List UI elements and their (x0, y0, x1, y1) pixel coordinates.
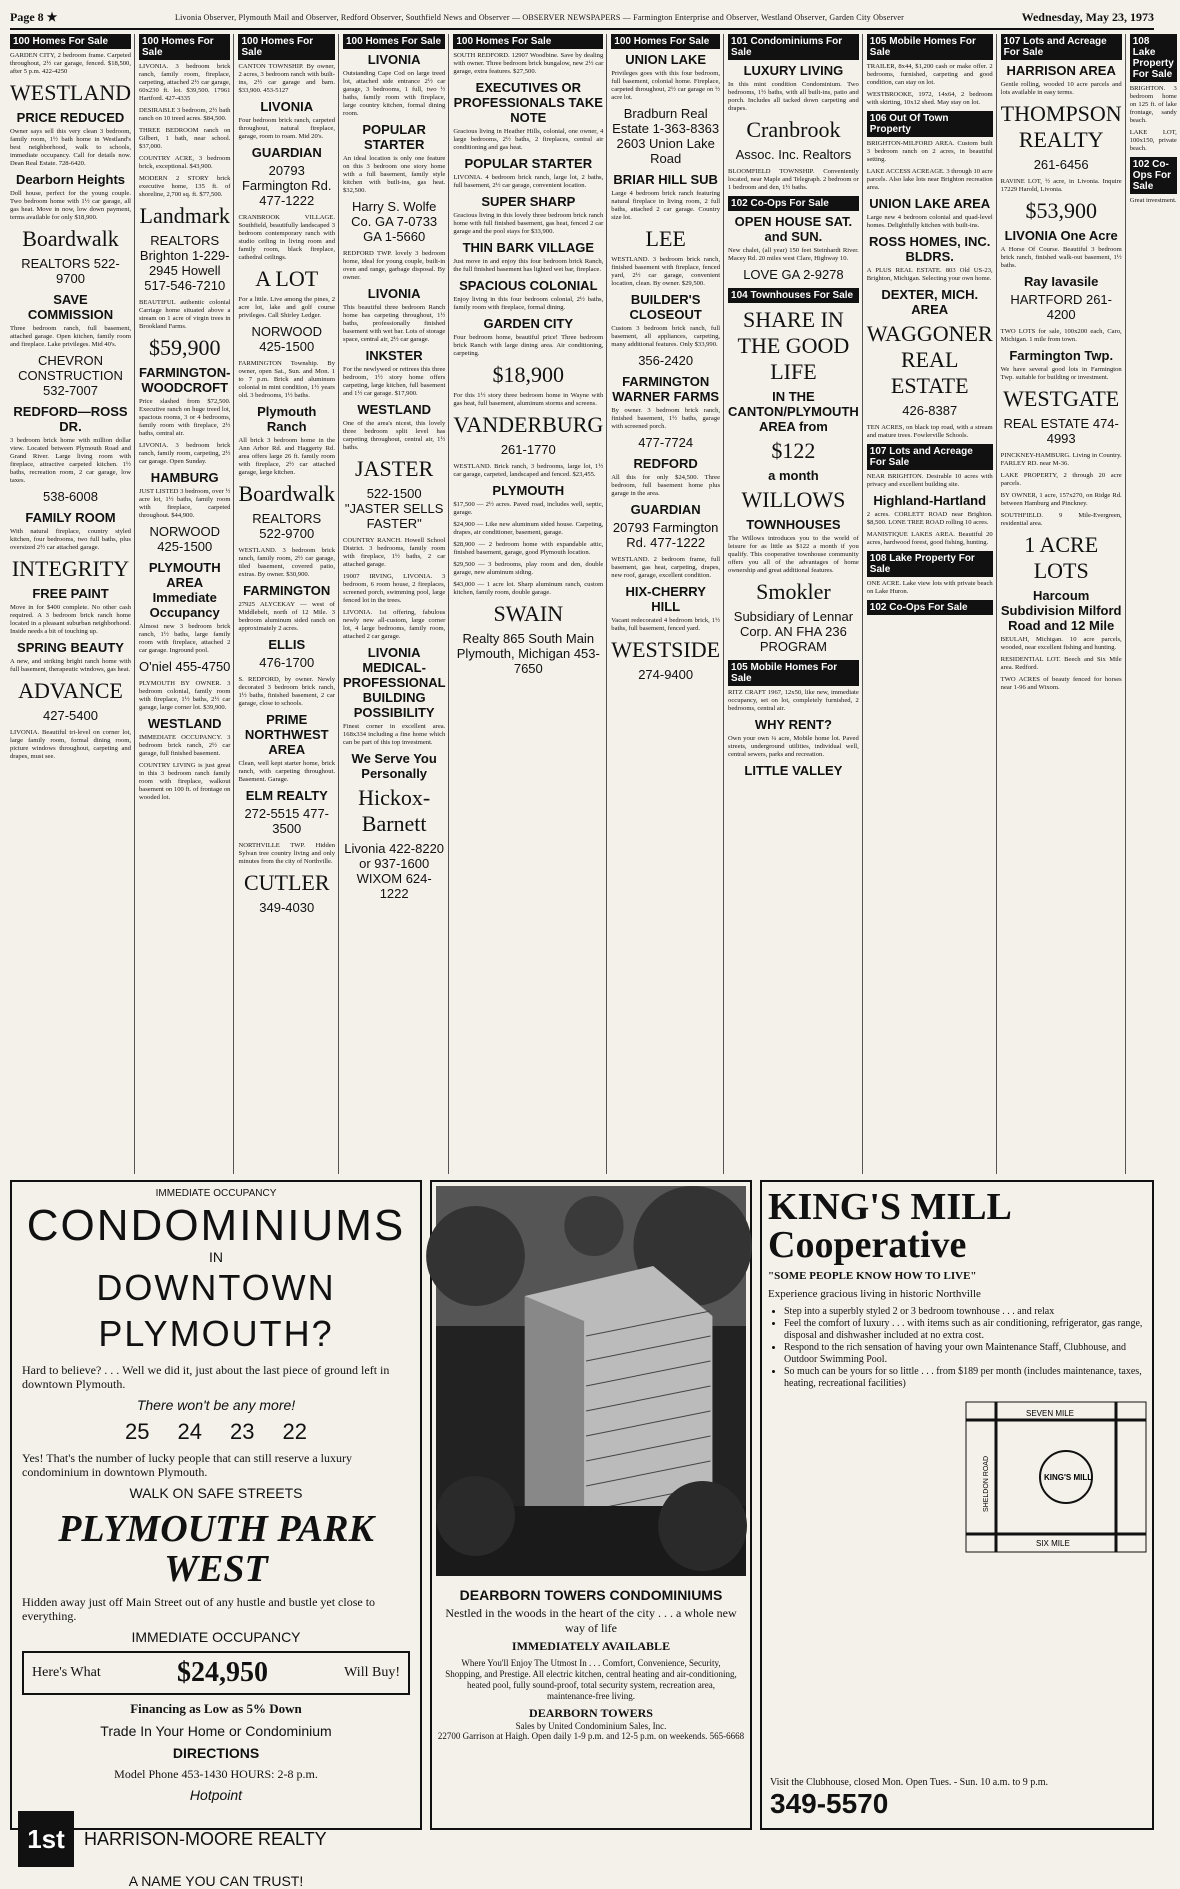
section-heading: 100 Homes For Sale (611, 34, 720, 49)
section-heading: 102 Co-Ops For Sale (728, 196, 859, 211)
map-label: SEVEN MILE (1026, 1409, 1075, 1418)
kings-mill-ad (760, 1180, 1154, 1830)
classified-ad: Four bedroom brick ranch, carpeted throughout, natural fireplace, garage, room to roam. Mid 20's. (238, 117, 335, 140)
advertiser-phone: Subsidiary of Lennar Corp. AN FHA 236 PROGRAM (733, 609, 854, 654)
advertiser-phone: 20793 Farmington Rd. 477-1222 (241, 163, 332, 208)
map-label: KING'S MILL (1044, 1473, 1093, 1482)
classified-ad: JUST LISTED 3 bedroom, over ½ acre lot, 1½ baths, family room with fireplace, carpeted throughout. $44,900. (138, 488, 231, 519)
classified-ad: FARMINGTON Township. By owner, open Sat., Sun. and Mon. 1 to 7 p.m. Brick and aluminum colonial in mint condition, 1½ years old. 3 bedrooms, 1½ baths. (238, 360, 335, 399)
ad-headline: EXECUTIVES OR PROFESSIONALS TAKE NOTE (453, 80, 603, 125)
advertiser-phone: Realty 865 South Main Plymouth, Michigan 453-7650 (456, 631, 600, 676)
price-value: $24,950 (176, 1657, 268, 1688)
section-heading: 104 Townhouses For Sale (728, 288, 859, 303)
advertiser-name: WAGGONER REAL ESTATE (866, 321, 993, 398)
classified-ad: With natural fireplace, country styled kitchen, four bedrooms, two full baths, plus oversized 2½ car attached garage. (10, 528, 131, 551)
ad-headline: LIVONIA (260, 99, 314, 114)
advertiser-phone: 261-1770 (500, 442, 556, 457)
advertiser-phone: Livonia 422-8220 or 937-1600 WIXOM 624-1222 (344, 841, 445, 901)
ad-headline: SUPER SHARP (481, 194, 576, 209)
kings-mill-subtitle: Experience gracious living in historic Northville (768, 1288, 981, 1300)
advertiser-name: INTEGRITY (11, 556, 130, 581)
advertiser-phone: 274-9400 (638, 667, 694, 682)
ad-headline: Highland-Hartland (873, 493, 987, 508)
advertiser-phone: HARTFORD 261-4200 (1010, 292, 1112, 322)
classified-ad: Three bedroom ranch, full basement, attached garage. Open kitchen, family room and fireplace. Lake privileges. Mid 40's. (10, 325, 131, 348)
realty-slogan: A NAME YOU CAN TRUST! (128, 1873, 304, 1889)
plymouth-park-west-title: PLYMOUTH PARK WEST (58, 1508, 374, 1590)
classified-ad: Privileges goes with this four bedroom, full basement, colonial home. Fireplace, carpeted throughout, 2½ car garage on ½ acre lot. (611, 70, 721, 101)
classified-ad: BLOOMFIELD TOWNSHIP. Conveniently located, near Maple and Telegraph. 2 bedroom or 1 bedroom and den, 1½ baths. (728, 168, 859, 191)
section-heading: 100 Homes For Sale (10, 34, 131, 49)
classified-ad: RESIDENTIAL LOT. Beech and Six Mile area. Redford. (1000, 656, 1122, 671)
advertiser-name: CUTLER (243, 870, 330, 895)
price-box (22, 1651, 410, 1695)
ad-headline: WESTLAND (357, 402, 431, 417)
condo-downtown: DOWNTOWN PLYMOUTH? (96, 1267, 336, 1354)
kings-mill-features (768, 1306, 1146, 1390)
ad-headline: SAVE COMMISSION (27, 292, 114, 322)
classified-column (1130, 34, 1180, 1174)
advertiser-phone: O'niel 455-4750 (139, 659, 231, 674)
classified-ad: PINCKNEY-HAMBURG. Living in Country. FARLEY RD. near M-36. (1000, 452, 1122, 467)
classified-column (728, 34, 863, 1174)
classified-ad: ONE ACRE. Lake view lots with private beach on Lake Huron. (866, 580, 993, 595)
feature-item: • So much can be yours for so little . . . from $189 per month (includes maintenance, taxes, heating, recreational facilities) (784, 1366, 1146, 1390)
classified-column (10, 34, 135, 1174)
classified-ad: PLYMOUTH BY OWNER. 3 bedroom colonial, family room with fireplace, 1½ baths, 2½ car garage, large corner lot. $39,900. (138, 680, 231, 711)
advertiser-name: Smokler (756, 579, 831, 604)
section-heading: 106 Out Of Town Property (867, 111, 993, 137)
price-tail: Will Buy! (344, 1665, 400, 1680)
classified-ad: Just move in and enjoy this four bedroom brick Ranch, the full finished basement has lighted wet bar, fireplace. (453, 258, 604, 273)
classified-ad: MANISTIQUE LAKES AREA. Beautiful 20 acres, hardwood forest, good fishing, hunting. (866, 531, 993, 546)
classified-ad: By owner. 3 bedroom brick ranch, finished basement, 1½ baths, garage with screened porch. (611, 407, 721, 430)
classified-ad: LIVONIA. Beautiful tri-level on corner lot, large family room, formal dining room, picture windows throughout, carpeting and drapes, must see. (10, 729, 131, 760)
advertiser-name: WESTGATE (1003, 386, 1120, 411)
advertiser-phone: NORWOOD 425-1500 (251, 324, 322, 354)
ad-headline: FREE PAINT (32, 586, 109, 601)
ad-headline: ELLIS (268, 637, 306, 652)
dearborn-towers-ad (430, 1180, 752, 1830)
ad-headline: PLYMOUTH AREA Immediate Occupancy (148, 560, 221, 620)
classified-ad: Owner says sell this very clean 3 bedroom, family room, 1½ bath home in Westland's best neighborhood, walk to schools, immediate occupancy. Call for details now. Dean Real Estate. 728-6420. (10, 128, 131, 167)
ad-headline: POPULAR STARTER (362, 122, 426, 152)
financing: Financing as Low as 5% Down (130, 1701, 302, 1716)
ad-headline: LIVONIA MEDICAL-PROFESSIONAL BUILDING POSSIBILITY (343, 645, 446, 720)
ad-headline: HARRISON AREA (1006, 63, 1116, 78)
advertiser-phone: 356-2420 (638, 353, 694, 368)
ad-headline: WHY RENT? (754, 717, 832, 732)
trade-in: Trade In Your Home or Condominium (100, 1723, 332, 1739)
condo-body: Hard to believe? . . . Well we did it, just about the last piece of ground left in downtown Plymouth. (22, 1363, 390, 1391)
classified-ad: New chalet, (all year) 150 feet Steinhardt River. Macey Rd. 20 miles west Clare, Highway 10. (728, 247, 859, 262)
section-heading: 100 Homes For Sale (139, 34, 230, 60)
ad-headline: ELM REALTY (245, 788, 328, 803)
classified-ad: Own your own ¼ acre, Mobile home lot. Paved streets, underground utilities, individual well, central sewers, parks and recreation. (728, 735, 859, 758)
classified-ad: Move in for $400 complete. No other cash required. A 3 bedroom brick ranch home located in a pleasant suburban neighborhood. Inside needs a bit of touching up. (10, 604, 131, 635)
advertiser-name: SHARE IN THE GOOD LIFE (737, 307, 850, 384)
classified-ad: SOUTH REDFORD. 12907 Woodbine. Save by dealing with owner. Three bedroom brick bungalow, new 2½ car garage, extra features. $27,500. (453, 52, 604, 75)
condo-body-2: Yes! That's the number of lucky people that can still reserve a luxury condominium in downtown Plymouth. (22, 1451, 352, 1479)
classified-ad: CRANBROOK VILLAGE. Southfield, beautifully landscaped 3 bedroom contemporary ranch with studio ceiling in living room and family room, black fireplace, cathedral ceilings. (238, 214, 335, 261)
ad-headline: REDFORD—ROSS DR. (13, 404, 128, 434)
ad-headline: THIN BARK VILLAGE (462, 240, 595, 255)
page-number: Page 8 ★ (10, 9, 58, 24)
ad-headline: INKSTER (365, 348, 423, 363)
masthead (10, 6, 1154, 30)
classified-ad: DESIRABLE 3 bedroom, 2½ bath ranch on 10 treed acres. $84,500. (138, 107, 231, 122)
section-heading: 102 Co-Ops For Sale (1130, 157, 1177, 194)
classified-ad: WESTLAND. 3 bedroom brick ranch, family room, 2½ car garage, tiled basement, covered patio, extras. By owner. $30,900. (238, 547, 335, 578)
ad-headline: LUXURY LIVING (743, 63, 844, 78)
section-heading: 101 Condominiums For Sale (728, 34, 859, 60)
classified-ad: An ideal location is only one feature on this 3 bedroom one story home with a full basement, family style kitchen with built-ins, gas heat. $32,500. (343, 155, 446, 194)
classified-ad: S. REDFORD, by owner. Newly decorated 3 bedroom brick ranch, 1½ baths, finished basement, 2 car garage, close to schools. (238, 676, 335, 707)
classified-ad: LIVONIA. 3 bedroom brick ranch, family room, carpeting, 2½ car garage. Open Sunday. (138, 442, 231, 465)
classified-ad: WESTLAND. 2 bedroom frame, full basement, gas heat, carpeting, drapes, new roof, garage, excellent condition. (611, 556, 721, 579)
advertiser-phone: 476-1700 (259, 655, 315, 670)
classified-ad: REDFORD TWP. lovely 3 bedroom home, ideal for young couple, built-in oven and range, garbage disposal. By owner. (343, 250, 446, 281)
classified-ad: 27925 ALYCEKAY — west of Middlebelt, north of 12 Mile. 3 bedroom aluminum sided ranch on approximately 2 acres. (238, 601, 335, 632)
classified-ad: For this 1½ story three bedroom home in Wayne with gas heat, full basement, aluminum storms and screens. (453, 392, 604, 407)
classified-ad: 2 acres. CORLETT ROAD near Brighton. $8,500. LONE TREE ROAD rolling 10 acres. (866, 511, 993, 526)
advertiser-phone: REALTORS 522-9700 (21, 256, 120, 286)
classified-ad: A PLUS REAL ESTATE. 803 Old US-23, Brighton, Michigan. Selecting your own home. (866, 267, 993, 282)
ad-headline: Harcoum Subdivision Milford Road and 12 Mile (1000, 588, 1122, 633)
classified-ad: COUNTRY LIVING is just great in this 3 bedroom ranch family room with fireplace, walkout basement on 100 ft. of frontage on wooded lot. (138, 762, 231, 801)
ad-headline: LIVONIA (367, 286, 421, 301)
advertiser-name: Landmark (139, 203, 230, 228)
dearborn-features: Where You'll Enjoy The Utmost In . . . Comfort, Convenience, Security, Shopping, and Prestige. All electric kitchen, central heating and air-conditioning, heated pool, fully sound-proof, total security system, recreation area, maintenance-free living. (445, 1658, 737, 1701)
advertiser-name: WILLOWS (741, 487, 846, 512)
ad-headline: Dearborn Heights (15, 172, 126, 187)
advertiser-phone: Harry S. Wolfe Co. GA 7-0733 GA 1-5660 (351, 199, 438, 244)
classified-ad: RAVINE LOT, ½ acre, in Livonia. Inquire 17229 Harold, Livonia. (1000, 178, 1122, 193)
ad-headline: POPULAR STARTER (464, 156, 593, 171)
advertiser-phone: LOVE GA 2-9278 (743, 267, 844, 282)
condo-walk: WALK ON SAFE STREETS (129, 1485, 303, 1501)
first-united-logo: 1st (18, 1811, 74, 1867)
advertiser-phone: 272-5515 477-3500 (244, 806, 330, 836)
ad-headline: UNION LAKE AREA (869, 196, 991, 211)
advertiser-phone: 427-5400 (43, 708, 98, 723)
ad-headline: GUARDIAN (630, 502, 701, 517)
classified-ad: Large 4 bedroom brick ranch featuring natural fireplace in living room, 2 full baths, attached 2 car garage. Country size lot. (611, 190, 721, 221)
classified-ad: Gentle rolling, wooded 10 acre parcels and lots available in easy terms. (1000, 81, 1122, 96)
ad-headline: UNION LAKE (625, 52, 707, 67)
classified-column (867, 34, 997, 1174)
classified-ad: All brick 3 bedroom home in the Ann Arbor Rd. and Haggerty Rd. area offers large 26 ft. family room with fireplace, 2½ car attached garage, large kitchen. (238, 437, 335, 476)
dearborn-contact: 22700 Garrison at Haigh. Open daily 1-9 p.m. and 12-5 p.m. on weekends. 565-6668 (437, 1731, 745, 1741)
advertiser-name: A LOT (255, 266, 319, 291)
kings-mill-phone: 349-5570 (770, 1788, 889, 1819)
feature-item: • Respond to the rich sensation of having your own Maintenance Staff, Clubhouse, and Outdoor Swimming Pool. (784, 1342, 1146, 1366)
classified-ad: LIVONIA. 1st offering, fabulous newly new all-custom, large corner lot, 4 large bedrooms, family room, attached 2 car garage. (343, 609, 446, 640)
advertiser-phone: CHEVRON CONSTRUCTION 532-7007 (18, 353, 123, 398)
countdown-number: 23 (230, 1419, 255, 1444)
classified-ad: COUNTRY RANCH. Howell School District. 3 bedrooms, family room with fireplace, 1½ baths, 2 car attached garage. (343, 537, 446, 568)
classified-ad: NORTHVILLE TWP. Hidden Sylvan tree country living and only minutes from the city of Northville. (238, 842, 335, 865)
condo-wont: There won't be any more! (136, 1397, 296, 1413)
countdown-number: 25 (125, 1419, 150, 1444)
ad-headline: IN THE CANTON/PLYMOUTH AREA from (728, 389, 859, 434)
ad-headline: DEXTER, MICH. AREA (881, 287, 979, 317)
classified-ad: All this for only $24,500. Three bedroom, full basement home plus garage in the area. (611, 474, 721, 497)
ad-headline: Ray Iavasile (1023, 274, 1099, 289)
kings-mill-slogan: "SOME PEOPLE KNOW HOW TO LIVE" (768, 1270, 977, 1282)
classified-ad: WESTLAND. 3 bedroom brick ranch, finished basement with fireplace, fenced yard, 2½ car garage, convenient location, clean. By owner. $29,500. (611, 256, 721, 287)
advertiser-phone: 20793 Farmington Rd. 477-1222 (612, 520, 719, 550)
feature-item: • Feel the comfort of luxury . . . with items such as air conditioning, refrigerator, gas range, disposal and dishwasher included at no extra cost. (784, 1318, 1146, 1342)
section-heading: 100 Homes For Sale (453, 34, 603, 49)
classified-ad: Clean, well kept starter home, brick ranch, with carpeting throughout. Basement. Garage. (238, 760, 335, 783)
advertiser-name: Hickox-Barnett (358, 785, 431, 836)
classified-column (343, 34, 449, 1174)
classified-column (238, 34, 339, 1174)
ad-headline: FARMINGTON WARNER FARMS (612, 374, 720, 404)
classified-ad: A new, and striking bright ranch home with full basement, therapeutic windows, gas heat. (10, 658, 131, 673)
ad-headline: LIVONIA (367, 52, 421, 67)
classified-ad: Doll house, perfect for the young couple. Two bedroom home with 1½ car garage, all gas heat. Move in now, low down payment, terms available for only $18,900. (10, 190, 131, 221)
classified-ad: Custom 3 bedroom brick ranch, full basement, all appliances, carpeting, many additional features. Only $33,990. (611, 325, 721, 348)
ad-headline: LIVONIA One Acre (1004, 228, 1118, 243)
classified-ad: COUNTRY ACRE, 3 bedroom brick, exceptional. $43,900. (138, 155, 231, 170)
section-heading: 105 Mobile Homes For Sale (728, 660, 859, 686)
advertiser-name: THOMPSON REALTY (1000, 101, 1122, 152)
section-heading: 102 Co-Ops For Sale (867, 600, 993, 615)
advertiser-phone: 522-1500 "JASTER SELLS FASTER" (344, 486, 444, 531)
advertiser-name: LEE (645, 226, 686, 251)
classified-ad: TWO ACRES of beauty fenced for horses near 1-96 and Wixom. (1000, 676, 1122, 691)
advertiser-phone: Bradburn Real Estate 1-363-8363 2603 Union Lake Road (612, 106, 720, 166)
classified-ad: BY OWNER, 1 acre, 157x270, on Ridge Rd. between Hamburg and Pinckney. (1000, 492, 1122, 507)
condo-title: CONDOMINIUMS (26, 1201, 406, 1250)
classified-ad: TEN ACRES, on black top road, with a stream and mature trees. Fowlerville Schools. (866, 424, 993, 439)
dearborn-sales: Sales by United Condominium Sales, Inc. (515, 1721, 667, 1731)
ad-headline: HIX-CHERRY HILL (625, 584, 706, 614)
dearborn-tagline: Nestled in the woods in the heart of the city . . . a whole new way of life (445, 1606, 737, 1635)
classified-ad: Enjoy living in this four bedroom colonial, 2½ baths, family room with fireplace, formal dining. (453, 296, 604, 311)
section-heading: 107 Lots and Acreage For Sale (1001, 34, 1122, 60)
map-label: SIX MILE (1036, 1539, 1070, 1548)
advertiser-phone: NORWOOD 425-1500 (149, 524, 220, 554)
advertiser-phone: REAL ESTATE 474-4993 (1003, 416, 1119, 446)
condo-kicker: IMMEDIATE OCCUPANCY (155, 1188, 277, 1199)
ad-headline: HAMBURG (150, 470, 219, 485)
ad-headline: We Serve You Personally (351, 751, 437, 781)
classified-ad: LAKE ACCESS ACREAGE. 3 through 10 acre parcels. Also lake lots near Brighton recreation area. (866, 168, 993, 191)
classified-ad: LIVONIA. 3 bedroom brick ranch, family room, fireplace, carpeting, attached 2½ car garage, 60x230 ft. lot. $39,500. 17961 Hartford. 427-4335 (138, 63, 231, 102)
advertiser-name: Boardwalk (238, 481, 335, 506)
model-phone: Model Phone 453-1430 HOURS: 2-8 p.m. (114, 1767, 318, 1781)
advertiser-name: VANDERBURG (453, 412, 604, 437)
classified-ad: BEULAH, Michigan. 10 acre parcels, wooded, near excellent fishing and hunting. (1000, 636, 1122, 651)
classified-ad: NEAR BRIGHTON. Desirable 10 acres with privacy and excellent building site. (866, 473, 993, 488)
classified-ad: TRAILER, 8x44, $1,200 cash or make offer. 2 bedrooms, furnished, carpeting and good condition, can stay on lot. (866, 63, 993, 86)
kings-mill-footer (770, 1777, 1048, 1820)
classified-ad: Large new 4 bedroom colonial and quad-level homes. Delightfully kitchen with built-ins. (866, 214, 993, 229)
ad-headline: FARMINGTON-WOODCROFT (138, 365, 231, 395)
advertiser-name: Cranbrook (746, 117, 841, 142)
advertiser-phone: 261-6456 (1033, 157, 1089, 172)
realty-block (18, 1811, 414, 1867)
classified-ad: $29,500 — 3 bedrooms, play room and den, double garage, new aluminum siding. (453, 561, 604, 576)
ad-headline: Farmington Twp. (1009, 348, 1114, 363)
advertiser-name: $59,900 (148, 335, 221, 360)
classified-ad: BEAUTIFUL authentic colonial Carriage home situated above a stream on 1 acre of virgin trees in Brookland Farms. (138, 299, 231, 330)
advertiser-phone: Assoc. Inc. Realtors (735, 147, 852, 162)
countdown (18, 1419, 414, 1445)
ad-headline: BUILDER'S CLOSEOUT (629, 292, 702, 322)
classified-ad: 19007 IRVING, LIVONIA. 3 bedroom, 6 room house, 2 fireplaces, screened porch, swimming pool, large fenced lot in the trees. (343, 573, 446, 604)
section-heading: 108 Lake Property For Sale (867, 551, 993, 577)
classified-ad: LIVONIA. 4 bedroom brick ranch, large lot, 2 baths, full basement, 2½ car garage, convenient location. (453, 174, 604, 189)
location-map (966, 1402, 1146, 1552)
dearborn-brand: DEARBORN TOWERS (529, 1706, 653, 1720)
section-heading: 100 Homes For Sale (343, 34, 445, 49)
ad-headline: SPACIOUS COLONIAL (459, 278, 598, 293)
countdown-number: 22 (282, 1419, 307, 1444)
advertiser-name: $122 (771, 438, 816, 463)
advertiser-phone: REALTORS 522-9700 (252, 511, 322, 541)
classified-ad: One of the area's nicest, this lovely three bedroom split level has carpeting throughout, central air, 1½ baths. (343, 420, 446, 451)
classified-ad: Gracious living in Heather Hills, colonial, one owner, 4 large bedrooms, 2½ baths, 2 fireplaces, central air conditioning and gas heat. (453, 128, 604, 151)
classified-ad: $28,900 — 2 bedroom home with expandable attic, finished basement, garage, good Plymouth location. (453, 541, 604, 556)
issue-date: Wednesday, May 23, 1973 (1021, 9, 1154, 24)
advertiser-name: $53,900 (1025, 198, 1097, 223)
condo-immediate: IMMEDIATE OCCUPANCY (131, 1629, 301, 1645)
classified-ad: IMMEDIATE OCCUPANCY. 3 bedroom brick ranch, 2½ car garage, full finished basement. (138, 734, 231, 757)
classified-columns (10, 34, 1177, 1174)
classified-ad: A Horse Of Course. Beautiful 3 bedroom brick ranch, finished walk-out basement, 1½ baths. (1000, 246, 1122, 269)
ad-headline: OPEN HOUSE SAT. and SUN. (734, 214, 853, 244)
classified-ad: WESTLAND. Brick ranch, 3 bedrooms, large lot, 1½ car garage, carpeted, landscaped and fenced. $23,455. (453, 463, 604, 478)
classified-ad: BRIGHTON. 3 bedroom home on 125 ft. of lake frontage, sandy beach. (1129, 85, 1177, 124)
classified-ad: SOUTHFIELD. 9 Mile-Evergreen, residential area. (1000, 512, 1122, 527)
classified-ad: CANTON TOWNSHIP. By owner, 2 acres, 3 bedroom ranch with built-ins, 2½ car garage and barn. $33,900. 453-5127 (238, 63, 335, 94)
classified-ad: $17,500 — 2½ acres. Paved road, includes well, septic, garage. (453, 501, 604, 516)
classified-ad: Four bedroom home, beautiful price! Three bedroom brick Ranch with large dining area. Air conditioning, carpeting. (453, 334, 604, 357)
classified-ad: BRIGHTON-MILFORD AREA. Custom built 3 bedroom ranch on 2 acres, in beautiful setting. (866, 140, 993, 163)
classified-ad: WESTBROOKE, 1972, 14x64, 2 bedroom with skirting, 10x12 shed. May stay on lot. (866, 91, 993, 106)
ad-headline: Plymouth Ranch (257, 404, 317, 434)
dearborn-title: DEARBORN TOWERS CONDOMINIUMS (459, 1587, 723, 1603)
classified-ad: Great investment. (1129, 197, 1177, 204)
kings-mill-title: KING'S MILL Cooperative (768, 1186, 1010, 1266)
classified-ad: Almost new 3 bedroom brick ranch, 1½ baths, large family room with fireplace, attached 2 car garage. Inground pool. (138, 623, 231, 654)
hotpoint-logo: Hotpoint (189, 1787, 243, 1803)
kings-mill-visit: Visit the Clubhouse, closed Mon. Open Tues. - Sun. 10 a.m. to 9 p.m. (770, 1777, 1049, 1788)
advertiser-phone: 426-8387 (902, 403, 958, 418)
condo-in: IN (209, 1249, 223, 1265)
classified-ad: RITZ CRAFT 1967, 12x50, like new, immediate occupancy, set on lot, completely furnished, 2 bedrooms, central air. (728, 689, 859, 712)
classified-ad: The Willows introduces you to the world of leisure for as little as $122 a month if you qualify. This cooperative townhouse community offers you all of the advantages of home ownership and great additional features. (728, 535, 859, 574)
advertiser-name: Boardwalk (22, 226, 119, 251)
classified-ad: For the newlywed or retirees this three bedroom, 1½ story home offers carpeting, large kitchen, full basement and 1½ car garage. $17,900. (343, 366, 446, 397)
ad-headline: ROSS HOMES, INC. BLDRS. (869, 234, 991, 264)
newspaper-names: Livonia Observer, Plymouth Mail and Observer, Redford Observer, Southfield News and Observer — OBSERVER NEWSPAPERS — Farmington Enterprise and Observer, Westland Observer, Garden City Observer (175, 12, 904, 22)
ad-headline: a month (768, 468, 819, 483)
ad-headline: WESTLAND (147, 716, 222, 731)
classified-ad: LAKE PROPERTY, 2 through 20 acre parcels. (1000, 472, 1122, 487)
classified-column (1001, 34, 1126, 1174)
ad-headline: REDFORD (633, 456, 698, 471)
classified-ad: For a little. Live among the pines, 2 acre lot, lake and golf course privileges. Call Shirley Ledger. (238, 296, 335, 319)
classified-column (139, 34, 234, 1174)
classified-ad: MODERN 2 STORY brick executive home, 135 ft. of shoreline, 2,700 sq. ft. $77,500. (138, 175, 231, 198)
ad-headline: TOWNHOUSES (746, 517, 841, 532)
classified-ad: LAKE LOT, 100x150, private beach. (1129, 129, 1177, 152)
section-heading: 107 Lots and Acreage For Sale (867, 444, 993, 470)
classified-ad: GARDEN CITY, 2 bedroom frame. Carpeted throughout, 2½ car garage, fenced. $18,500, after 5 p.m. 422-4250 (10, 52, 131, 75)
classified-column (453, 34, 607, 1174)
ad-headline: FAMILY ROOM (25, 510, 116, 525)
building-photo (436, 1186, 746, 1576)
advertiser-name: WESTLAND (10, 80, 131, 105)
classified-ad: TWO LOTS for sale, 100x200 each, Caro, Michigan. 1 mile from town. (1000, 328, 1122, 343)
advertiser-phone: REALTORS Brighton 1-229-2945 Howell 517-546-7210 (139, 233, 230, 293)
classified-ad: $43,000 — 1 acre lot. Sharp aluminum ranch, custom kitchen, family room, double garage. (453, 581, 604, 596)
advertiser-name: 1 ACRE LOTS (1024, 532, 1099, 583)
feature-item: • Step into a superbly styled 2 or 3 bedroom townhouse . . . and relax (784, 1306, 1146, 1318)
condo-hidden: Hidden away just off Main Street out of any hustle and bustle yet close to everything. (22, 1595, 376, 1623)
advertiser-phone: 538-6008 (43, 489, 98, 504)
classified-ad: THREE BEDROOM ranch on Gilbert, 1 bath, near school. $37,000. (138, 127, 231, 150)
ad-headline: GUARDIAN (251, 145, 322, 160)
classified-column (611, 34, 724, 1174)
realty-name: HARRISON-MOORE REALTY (84, 1828, 327, 1849)
advertiser-phone: 349-4030 (259, 900, 315, 915)
plymouth-park-west-ad (10, 1180, 422, 1889)
classified-ad: 3 bedroom brick home with million dollar view. Located between Plymouth Road and Grand River. Large living room with fireplace, attractive carpeted kitchen. 1½ baths, recreation room, 2 car garage, low taxes. (10, 437, 131, 484)
ad-headline: FARMINGTON (243, 583, 331, 598)
price-lead: Here's What (32, 1665, 101, 1680)
dearborn-availability: IMMEDIATELY AVAILABLE (511, 1639, 671, 1653)
ad-headline: BRIAR HILL SUB (613, 172, 718, 187)
ad-headline: GARDEN CITY (483, 316, 574, 331)
ad-headline: PLYMOUTH (492, 483, 565, 498)
ad-headline: PRICE REDUCED (16, 110, 125, 125)
advertiser-name: JASTER (355, 456, 434, 481)
map-label: SHELDON ROAD (983, 1455, 990, 1512)
ad-headline: LITTLE VALLEY (744, 763, 843, 778)
classified-ad: Price slashed from $72,500. Executive ranch on huge treed lot, spacious rooms, 3 or 4 bedrooms, family room with fireplace, 2½ baths, central air. (138, 398, 231, 437)
classified-ad: This beautiful three bedroom Ranch home has carpeting throughout, 1½ baths, professionally finished basement with wet bar. Lots of storage space, central air, 2½ car garage. (343, 304, 446, 343)
section-heading: 108 Lake Property For Sale (1130, 34, 1177, 82)
advertiser-name: WESTSIDE (611, 637, 721, 662)
directions-title: DIRECTIONS (172, 1745, 260, 1761)
advertiser-phone: 477-7724 (638, 435, 694, 450)
advertiser-name: $18,900 (492, 362, 565, 387)
classified-ad: We have several good lots in Farmington Twp. suitable for building or investment. (1000, 366, 1122, 381)
classified-ad: Vacant redecorated 4 bedroom brick, 1½ baths, full basement, fenced yard. (611, 617, 721, 632)
classified-ad: $24,900 — Like new aluminum sided house. Carpeting, drapes, air conditioner, basement, garage. (453, 521, 604, 536)
classified-ad: Finest corner in excellent area. 168x334 including a fine home which can be part of this top investment. (343, 723, 446, 746)
advertiser-name: SWAIN (493, 601, 564, 626)
classified-ad: Gracious living in this lovely three bedroom brick ranch home with full finished basement, gas heat, fenced 2 car garage and the pool stays for $33,900. (453, 212, 604, 235)
classified-ad: Outstanding Cape Cod on large treed lot, attached side entrance 2½ car garage, 3 bedrooms, 1 full, two ½ baths, family room with fireplace, large country kitchen, formal dining room. (343, 70, 446, 117)
classified-ad: In this mint condition Condominium. Two bedrooms, 1½ baths, with all built-ins, patio and porch. Includes all tacked down carpeting and drapes. (728, 81, 859, 112)
section-heading: 100 Homes For Sale (238, 34, 335, 60)
ad-headline: PRIME NORTHWEST AREA (244, 712, 329, 757)
ad-headline: SPRING BEAUTY (17, 640, 124, 655)
advertiser-name: ADVANCE (18, 678, 123, 703)
countdown-number: 24 (177, 1419, 202, 1444)
section-heading: 105 Mobile Homes For Sale (867, 34, 993, 60)
